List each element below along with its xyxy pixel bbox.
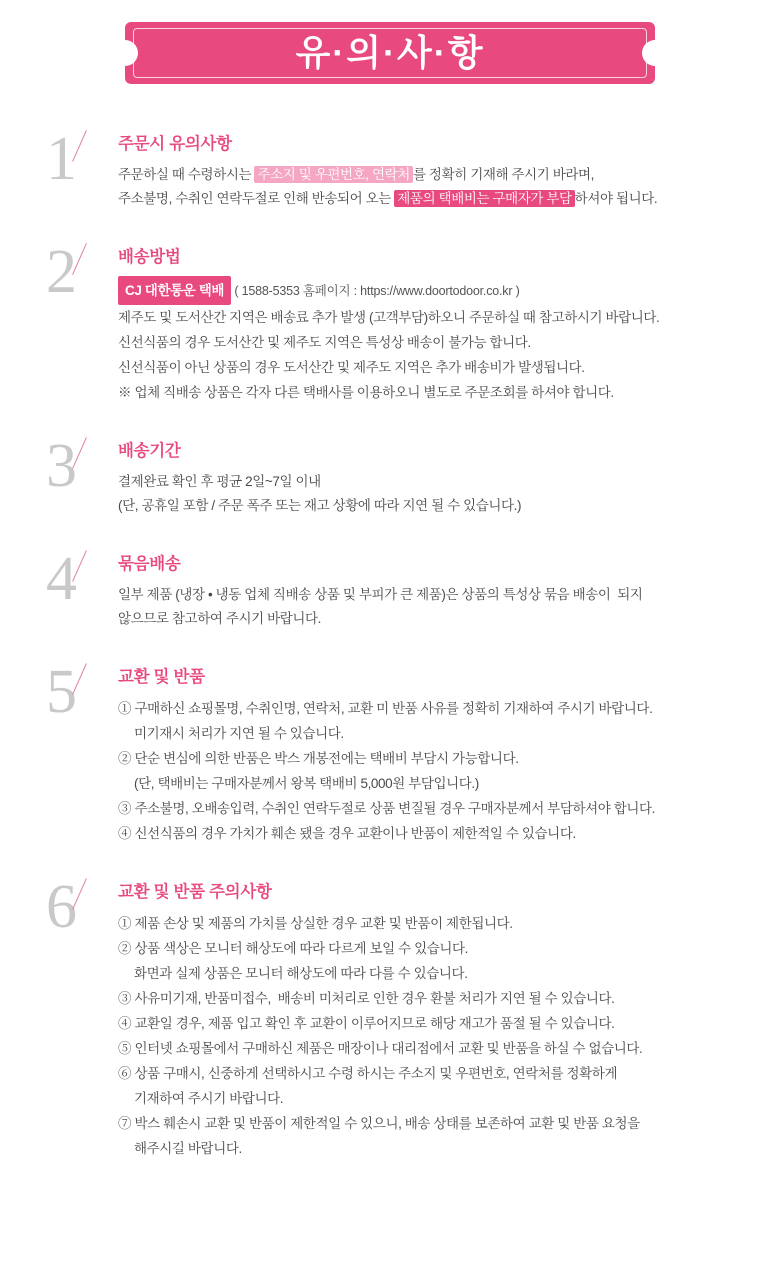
text-run: ④ 신선식품의 경우 가치가 훼손 됐을 경우 교환이나 반품이 제한적일 수 있습니다. xyxy=(118,826,576,841)
notice-section xyxy=(0,544,780,631)
text-run: 결제완료 확인 후 평균 2일~7일 이내 xyxy=(118,474,321,489)
section-line xyxy=(118,1111,740,1136)
text-run: 제주도 및 도서산간 지역은 배송료 추가 발생 (고객부담)하오니 주문하실 때 참고하시기 바랍니다. xyxy=(118,310,660,325)
section-line xyxy=(118,163,740,187)
section-body xyxy=(118,124,740,211)
section-line xyxy=(118,961,740,986)
text-run: 를 정확히 기재해 주시기 바라며, xyxy=(412,167,595,182)
text-run: ④ 교환일 경우, 제품 입고 확인 후 교환이 이루어지므로 해당 재고가 품절 될 수 있습니다. xyxy=(118,1016,615,1031)
section-number-value: 5 xyxy=(46,658,77,726)
section-line xyxy=(118,911,740,936)
text-run: ⑤ 인터넷 쇼핑몰에서 구매하신 제품은 매장이나 대리점에서 교환 및 반품을 하실 수 없습니다. xyxy=(118,1041,643,1056)
text-run: 주소불명, 수취인 연락두절로 인해 반송되어 오는 xyxy=(118,191,395,206)
section-body xyxy=(118,657,740,846)
section-line xyxy=(118,821,740,846)
section-title: 교환 및 반품 xyxy=(118,668,205,686)
text-run: 기재하여 주시기 바랍니다. xyxy=(134,1091,284,1106)
text-run: 신선식품이 아닌 상품의 경우 도서산간 및 제주도 지역은 추가 배송비가 발생됩니다. xyxy=(118,360,585,375)
section-number xyxy=(46,432,118,500)
section-line xyxy=(118,1136,740,1161)
section-line xyxy=(118,721,740,746)
text-run: 일부 제품 (냉장 • 냉동 업체 직배송 상품 및 부피가 큰 제품)은 상품의 특성상 묶음 배송이 되지 xyxy=(118,587,643,602)
page-header xyxy=(0,0,780,84)
text-run: ③ 사유미기재, 반품미접수, 배송비 미처리로 인한 경우 환불 처리가 지연 될 수 있습니다. xyxy=(118,991,615,1006)
section-line xyxy=(118,494,740,518)
section-line xyxy=(118,607,740,631)
section-body xyxy=(118,237,740,405)
text-run: (단, 공휴일 포함 / 주문 폭주 또는 재고 상황에 따라 지연 될 수 있습니다.) xyxy=(118,498,522,513)
section-line xyxy=(118,1061,740,1086)
section-line xyxy=(118,470,740,494)
section-line xyxy=(118,305,740,330)
text-run: 신선식품의 경우 도서산간 및 제주도 지역은 특성상 배송이 불가능 합니다. xyxy=(118,335,531,350)
banner-notch-right-icon xyxy=(642,40,668,66)
section-title: 배송방법 xyxy=(118,248,181,266)
section-title: 묶음배송 xyxy=(118,555,181,573)
banner-notch-left-icon xyxy=(112,40,138,66)
section-line xyxy=(118,380,740,405)
section-line xyxy=(118,1086,740,1111)
section-title: 주문시 유의사항 xyxy=(118,135,232,153)
section-line xyxy=(118,696,740,721)
section-body xyxy=(118,872,740,1161)
section-number-value: 3 xyxy=(46,432,77,500)
section-title: 배송기간 xyxy=(118,442,181,460)
text-run: 화면과 실제 상품은 모니터 해상도에 따라 다를 수 있습니다. xyxy=(134,966,468,981)
section-number xyxy=(46,873,118,941)
text-run: 해주시길 바랍니다. xyxy=(134,1141,242,1156)
text-run: ※ 업체 직배송 상품은 각자 다른 택배사를 이용하오니 별도로 주문조회를 하셔야 합니다. xyxy=(118,385,614,400)
notice-section xyxy=(0,872,780,1161)
text-run: 주문하실 때 수령하시는 xyxy=(118,167,255,182)
section-line xyxy=(118,986,740,1011)
text-run: 하셔야 됩니다. xyxy=(574,191,658,206)
section-line xyxy=(118,936,740,961)
section-line xyxy=(118,187,740,211)
section-number-value: 4 xyxy=(46,545,77,613)
text-run: 미기재시 처리가 지연 될 수 있습니다. xyxy=(134,726,344,741)
text-run: ① 제품 손상 및 제품의 가치를 상실한 경우 교환 및 반품이 제한됩니다. xyxy=(118,916,513,931)
text-run: (단, 택배비는 구매자분께서 왕복 택배비 5,000원 부담입니다.) xyxy=(134,776,479,791)
section-line xyxy=(118,355,740,380)
section-number-value: 1 xyxy=(46,125,77,193)
section-line xyxy=(118,330,740,355)
header-banner xyxy=(125,22,655,84)
section-number xyxy=(46,658,118,726)
highlight-text-pink: 주소지 및 우편번호, 연락처 xyxy=(254,166,412,183)
section-line xyxy=(118,276,740,305)
section-line xyxy=(118,746,740,771)
text-run: ② 상품 색상은 모니터 해상도에 따라 다르게 보일 수 있습니다. xyxy=(118,941,468,956)
section-body xyxy=(118,431,740,518)
notice-section xyxy=(0,657,780,846)
section-number xyxy=(46,238,118,306)
text-run: ② 단순 변심에 의한 반품은 박스 개봉전에는 택배비 부담시 가능합니다. xyxy=(118,751,519,766)
courier-contact-text: ( 1588-5353 홈페이지 : https://www.doortodoor.co.kr ) xyxy=(234,284,520,298)
courier-badge: CJ 대한통운 택배 xyxy=(118,276,231,305)
highlight-text-magenta: 제품의 택배비는 구매자가 부담 xyxy=(394,190,574,207)
section-number xyxy=(46,125,118,193)
text-run: ① 구매하신 쇼핑몰명, 수취인명, 연락처, 교환 미 반품 사유를 정확히 기재하여 주시기 바랍니다. xyxy=(118,701,653,716)
section-number-value: 2 xyxy=(46,238,77,306)
section-line xyxy=(118,1011,740,1036)
text-run: 않으므로 참고하여 주시기 바랍니다. xyxy=(118,611,322,626)
notice-sections xyxy=(0,84,780,1161)
section-title: 교환 및 반품 주의사항 xyxy=(118,883,272,901)
section-line xyxy=(118,796,740,821)
section-number xyxy=(46,545,118,613)
notice-section xyxy=(0,431,780,518)
text-run: ③ 주소불명, 오배송입력, 수취인 연락두절로 상품 변질될 경우 구매자분께서 부담하셔야 합니다. xyxy=(118,801,656,816)
section-line xyxy=(118,771,740,796)
page-title: 유·의·사·항 xyxy=(295,32,485,73)
section-line xyxy=(118,1036,740,1061)
notice-section xyxy=(0,124,780,211)
section-line xyxy=(118,583,740,607)
notice-section xyxy=(0,237,780,405)
text-run: ⑥ 상품 구매시, 신중하게 선택하시고 수령 하시는 주소지 및 우편번호, 연락처를 정확하게 xyxy=(118,1066,618,1081)
text-run: ⑦ 박스 훼손시 교환 및 반품이 제한적일 수 있으니, 배송 상태를 보존하여 교환 및 반품 요청을 xyxy=(118,1116,640,1131)
section-number-value: 6 xyxy=(46,873,77,941)
section-body xyxy=(118,544,740,631)
